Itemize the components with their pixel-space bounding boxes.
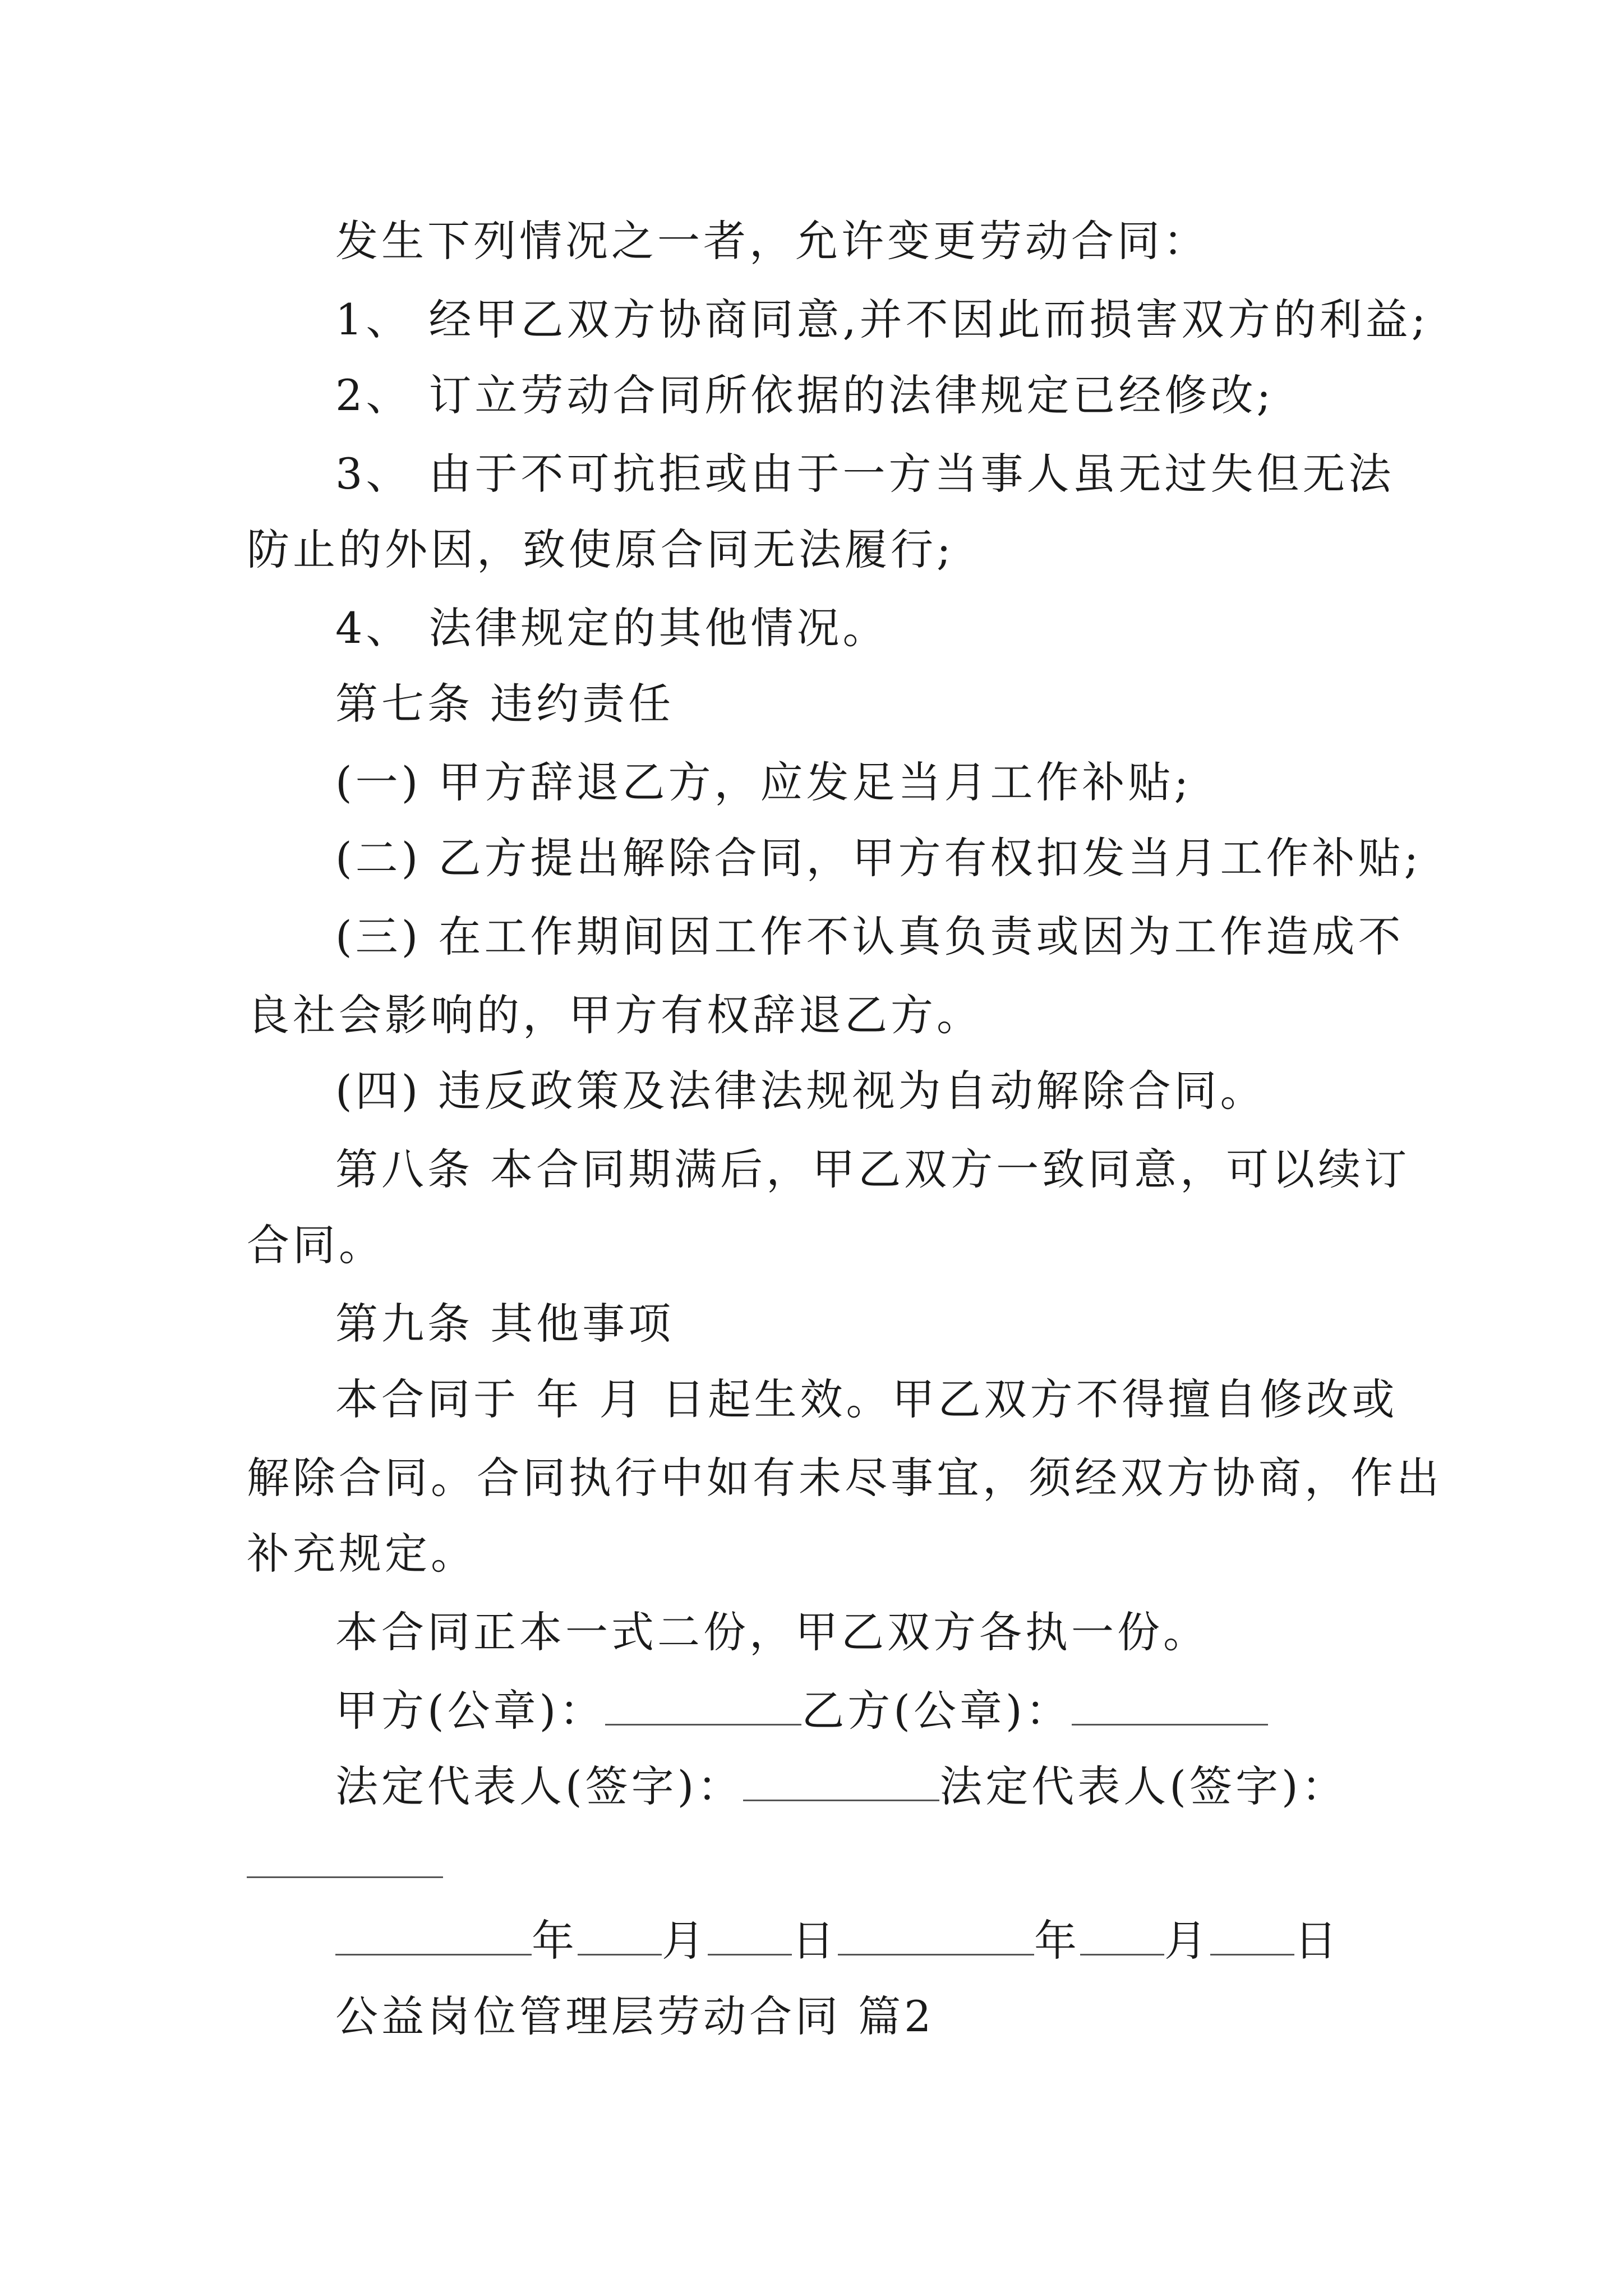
list-item: (三) 在工作期间因工作不认真负责或因为工作造成不 bbox=[335, 912, 1404, 961]
section-heading: 第七条 违约责任 bbox=[335, 679, 675, 729]
list-item: 4、 法律规定的其他情况。 bbox=[335, 603, 889, 653]
list-item-continuation: 防止的外因，致使原合同无法履行; bbox=[247, 524, 955, 574]
month-blank bbox=[578, 1915, 662, 1955]
date-line bbox=[335, 1913, 1340, 1969]
party-b-seal-label: 乙方(公章)： bbox=[801, 1686, 1072, 1736]
party-a-rep-blank bbox=[743, 1760, 939, 1801]
list-item: 3、 由于不可抗拒或由于一方当事人虽无过失但无法 bbox=[335, 449, 1395, 499]
list-item: (四) 违反政策及法律法规视为自动解除合同。 bbox=[335, 1066, 1266, 1116]
list-item: (一) 甲方辞退乙方，应发足当月工作补贴; bbox=[335, 757, 1192, 807]
list-item: 1、 经甲乙双方协商同意,并不因此而损害双方的利益; bbox=[335, 295, 1430, 344]
representative-line bbox=[335, 1759, 1348, 1815]
list-item-continuation: 良社会影响的，甲方有权辞退乙方。 bbox=[247, 990, 983, 1040]
day-label: 日 bbox=[792, 1916, 838, 1966]
year-blank bbox=[335, 1915, 532, 1955]
party-b-seal-blank bbox=[1072, 1685, 1268, 1726]
party-b-rep-label: 法定代表人(签字)： bbox=[939, 1761, 1348, 1811]
paragraph: 本合同于 年 月 日起生效。甲乙双方不得擅自修改或 bbox=[335, 1374, 1398, 1424]
paragraph-continuation: 解除合同。合同执行中如有未尽事宜，须经双方协商，作出 bbox=[247, 1453, 1442, 1503]
year-label: 年 bbox=[1034, 1916, 1080, 1966]
month-label: 月 bbox=[662, 1916, 708, 1966]
month-blank bbox=[1080, 1915, 1164, 1955]
day-blank bbox=[708, 1915, 792, 1955]
party-b-rep-blank bbox=[247, 1876, 443, 1878]
day-blank bbox=[1210, 1915, 1294, 1955]
section-heading: 第八条 本合同期满后，甲乙双方一致同意，可以续订 bbox=[335, 1144, 1410, 1194]
section-heading: 第九条 其他事项 bbox=[335, 1299, 675, 1349]
paragraph: 发生下列情况之一者，允许变更劳动合同： bbox=[335, 216, 1209, 266]
day-label: 日 bbox=[1294, 1916, 1340, 1966]
party-a-seal-blank bbox=[605, 1685, 801, 1726]
party-a-rep-label: 法定代表人(签字)： bbox=[335, 1761, 744, 1811]
year-blank bbox=[838, 1915, 1034, 1955]
paragraph: 本合同正本一式二份，甲乙双方各执一份。 bbox=[335, 1607, 1209, 1657]
paragraph-continuation: 补充规定。 bbox=[247, 1529, 477, 1579]
list-item: 2、 订立劳动合同所依据的法律规定已经修改; bbox=[335, 370, 1275, 420]
month-label: 月 bbox=[1164, 1916, 1210, 1966]
paragraph-continuation: 合同。 bbox=[247, 1220, 385, 1270]
year-label: 年 bbox=[532, 1916, 578, 1966]
party-a-seal-label: 甲方(公章)： bbox=[335, 1686, 606, 1736]
next-contract-title: 公益岗位管理层劳动合同 篇2 bbox=[335, 1991, 935, 2041]
list-item: (二) 乙方提出解除合同，甲方有权扣发当月工作补贴; bbox=[335, 833, 1422, 883]
seal-line bbox=[335, 1683, 1268, 1739]
